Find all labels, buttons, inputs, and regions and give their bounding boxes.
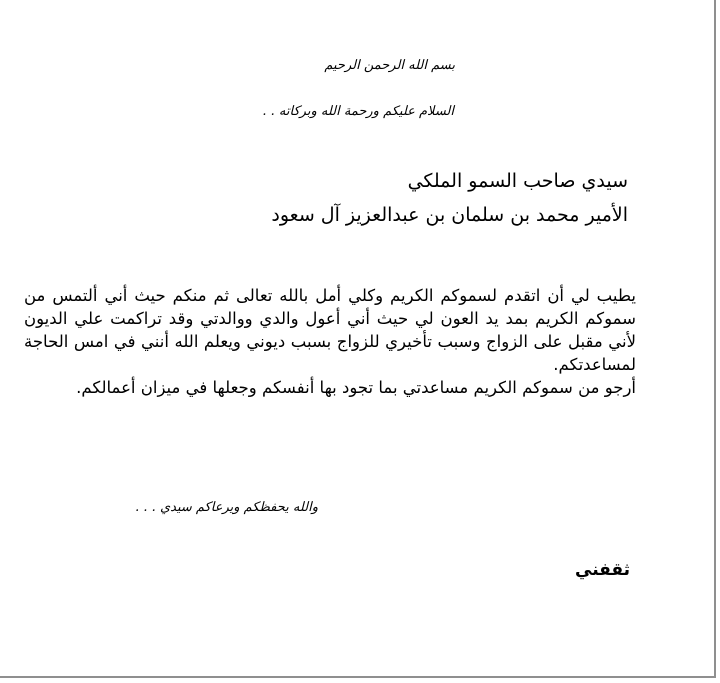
signature-name: ثقفني <box>575 560 630 580</box>
letter-body <box>24 284 636 399</box>
body-paragraph-request: يطيب لي أن اتقدم لسموكم الكريم وكلي أمل بالله تعالى ثم منكم حيث أني ألتمس من سموكم الكريم بمد يد العون لي حيث أني أعول والدي ووالدتي وقد تراكمت علي الديون لأني مقبل على الزواج وسبب تأخيري للزواج بسبب ديوني ويعلم الله أنني في امس الحاجة لمساعدتكم. <box>24 286 636 374</box>
body-paragraph-plea: أرجو من سموكم الكريم مساعدتي بما تجود بها أنفسكم وجعلها في ميزان أعمالكم. <box>76 378 636 397</box>
addressee-title: سيدي صاحب السمو الملكي <box>407 170 628 192</box>
greeting-line: السلام عليكم ورحمة الله وبركاته . . <box>262 104 454 119</box>
closing-line: والله يحفظكم ويرعاكم سيدي . . . <box>135 500 318 515</box>
addressee-name: الأمير محمد بن سلمان بن عبدالعزيز آل سعود <box>271 204 628 226</box>
basmala-heading: بسم الله الرحمن الرحيم <box>324 58 455 73</box>
